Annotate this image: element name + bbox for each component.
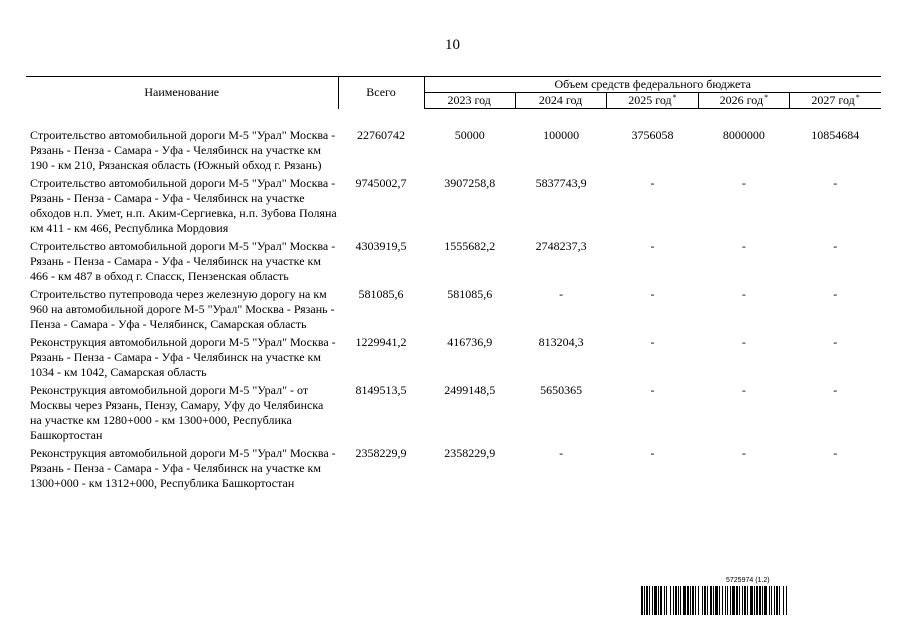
- row-name: Строительство путепровода через железную дорогу на км 960 на автомобильной дороге М-5 "Урал" Москва - Рязань - Пенза - Самара - Уфа - Челябинск, Самарская область: [30, 287, 335, 331]
- row-2023: 416736,9: [447, 335, 493, 349]
- row-2026: -: [741, 335, 746, 349]
- row-name: Реконструкция автомобильной дороги М-5 "Урал" - от Москвы через Рязань, Пензу, Самару, Уфу до Челябинска на участке км 1280+000 - км 1300+000, Республика Башкортостан: [30, 383, 324, 442]
- row-2026: -: [741, 383, 746, 397]
- row-name: Строительство автомобильной дороги М-5 "Урал" Москва - Рязань - Пенза - Самара - Уфа - Челябинск на участке обходов н.п. Умет, н.п. Аким-Сергиевка, н.п. Зубова Поляна км 411 - км 466, Республика Мордовия: [30, 176, 337, 235]
- row-2023: 1555682,2: [444, 239, 496, 253]
- row-2025: -: [650, 446, 655, 460]
- row-total: 2358229,9: [355, 446, 407, 460]
- row-2024: -: [559, 287, 564, 301]
- row-2024: -: [559, 446, 564, 460]
- row-name: Строительство автомобильной дороги М-5 "Урал" Москва - Рязань - Пенза - Самара - Уфа - Челябинск на участке км 190 - км 210, Рязанская область (Южный обход г. Рязань): [30, 128, 336, 172]
- row-2025: -: [650, 239, 655, 253]
- row-2025: 3756058: [631, 128, 674, 142]
- row-total: 22760742: [357, 128, 405, 142]
- row-2023: 2499148,5: [444, 383, 496, 397]
- row-2024: 100000: [543, 128, 580, 142]
- row-2026: 8000000: [722, 128, 765, 142]
- row-2027: -: [833, 383, 838, 397]
- row-2027: 10854684: [811, 128, 860, 142]
- header-federal-budget: Объем средств федерального бюджета: [424, 77, 881, 93]
- row-2024: 2748237,3: [535, 239, 587, 253]
- row-2024: 5650365: [540, 383, 583, 397]
- barcode: [641, 579, 881, 615]
- row-total: 1229941,2: [355, 335, 407, 349]
- barcode-icon: [641, 586, 881, 615]
- row-2027: -: [833, 239, 838, 253]
- table-row: [26, 383, 881, 446]
- table-row: [26, 287, 881, 335]
- row-name: Строительство автомобильной дороги М-5 "Урал" Москва - Рязань - Пенза - Самара - Уфа - Челябинск на участке км 466 - км 487 в обход г. Спасск, Пензенская область: [30, 239, 336, 283]
- row-2026: -: [741, 287, 746, 301]
- table-row: [26, 128, 881, 176]
- header-year-2027: 2027 год*: [790, 93, 881, 109]
- row-2025: -: [650, 176, 655, 190]
- row-2026: -: [741, 176, 746, 190]
- row-2026: -: [741, 239, 746, 253]
- row-2023: 50000: [454, 128, 485, 142]
- row-2027: -: [833, 446, 838, 460]
- footnote-mark: *: [764, 93, 769, 102]
- row-2025: -: [650, 335, 655, 349]
- row-2024: 5837743,9: [535, 176, 587, 190]
- row-2023: 3907258,8: [444, 176, 496, 190]
- row-2025: -: [650, 287, 655, 301]
- header-year-2026: 2026 год*: [698, 93, 789, 109]
- table-row: [26, 446, 881, 494]
- header-year-2024: 2024 год: [515, 93, 606, 109]
- row-total: 581085,6: [358, 287, 404, 301]
- budget-table: [26, 76, 881, 494]
- row-2025: -: [650, 383, 655, 397]
- header-year-2023: 2023 год: [424, 93, 515, 109]
- row-2023: 2358229,9: [444, 446, 496, 460]
- header-name: Наименование: [26, 77, 338, 109]
- row-total: 9745002,7: [355, 176, 407, 190]
- row-2027: -: [833, 176, 838, 190]
- header-total: Всего: [338, 77, 424, 109]
- header-year-2025: 2025 год*: [607, 93, 698, 109]
- row-2023: 581085,6: [447, 287, 493, 301]
- row-total: 8149513,5: [355, 383, 407, 397]
- footnote-mark: *: [855, 93, 860, 102]
- row-2027: -: [833, 287, 838, 301]
- footnote-mark: *: [672, 93, 677, 102]
- row-name: Реконструкция автомобильной дороги М-5 "Урал" Москва - Рязань - Пенза - Самара - Уфа - Челябинск на участке км 1034 - км 1042, Самарская область: [30, 335, 336, 379]
- table-row: [26, 176, 881, 239]
- row-2024: 813204,3: [538, 335, 584, 349]
- table-row: [26, 335, 881, 383]
- row-2026: -: [741, 446, 746, 460]
- barcode-label: 5725974 (1.2): [726, 577, 770, 584]
- row-2027: -: [833, 335, 838, 349]
- page-number: 10: [445, 37, 460, 53]
- row-total: 4303919,5: [355, 239, 407, 253]
- row-name: Реконструкция автомобильной дороги М-5 "Урал" Москва - Рязань - Пенза - Самара - Уфа - Челябинск на участке км 1300+000 - км 1312+000, Республика Башкортостан: [30, 446, 336, 490]
- table-row: [26, 239, 881, 287]
